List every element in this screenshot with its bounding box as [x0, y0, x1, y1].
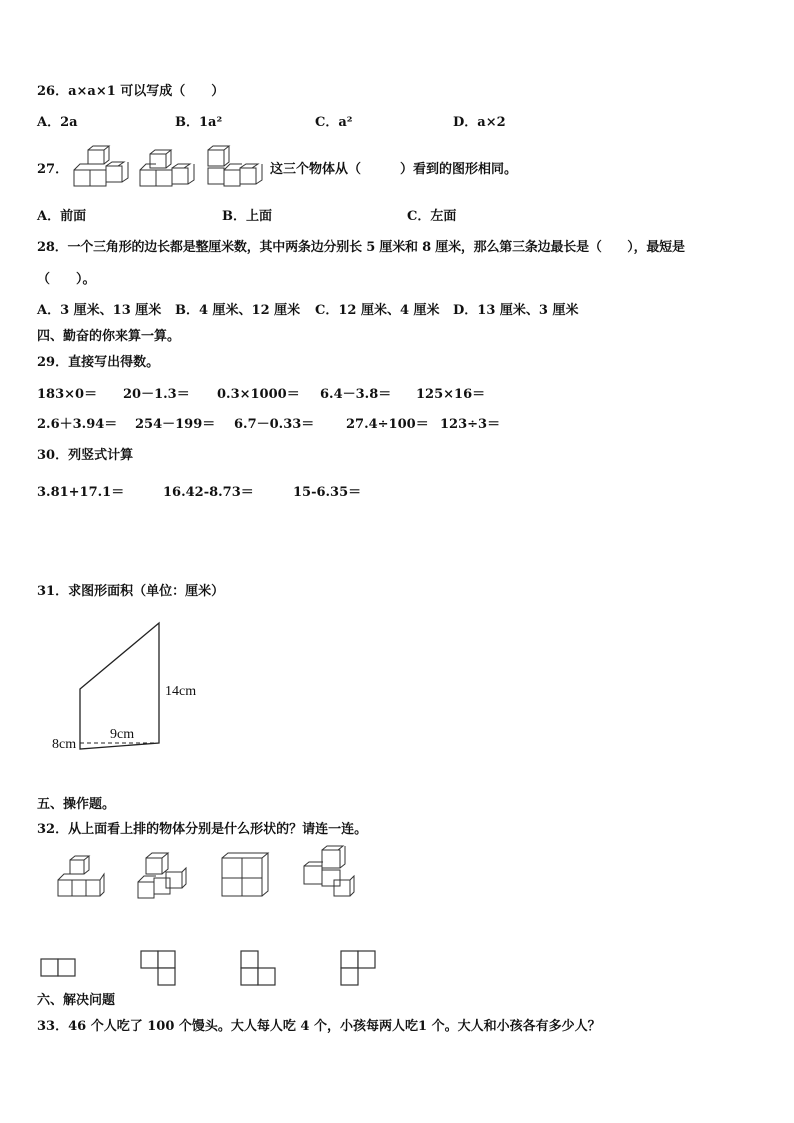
- q27-number: 27．: [37, 162, 69, 177]
- q26-stem: 26．a×a×1 可以写成（ ）: [37, 84, 225, 99]
- q29-r1-c3: 0.3×1000＝: [217, 387, 300, 402]
- q32-object-4: [300, 846, 356, 902]
- section-5-heading: 五、操作题。: [37, 797, 116, 812]
- q29-r1-c2: 20－1.3＝: [123, 387, 190, 402]
- q31-stem: 31．求图形面积（单位：厘米）: [37, 584, 225, 599]
- q32-stem: 32．从上面看上排的物体分别是什么形状的？请连一连。: [37, 822, 368, 837]
- q29-r2-c5: 123÷3＝: [440, 417, 501, 432]
- q27-stem: 这三个物体从（ ）看到的图形相同。: [270, 162, 518, 177]
- q26-option-c: C．a²: [315, 115, 353, 130]
- q26-option-a: A．2a: [37, 115, 78, 130]
- q29-r2-c3: 6.7－0.33＝: [234, 417, 315, 432]
- q32-object-1: [56, 856, 106, 900]
- q26-option-b: B．1a²: [175, 115, 223, 130]
- q32-view-4: [340, 950, 380, 990]
- q32-object-3: [220, 852, 272, 900]
- label-8cm: 8cm: [52, 737, 77, 752]
- q27-option-b: B．上面: [222, 209, 272, 224]
- cube-object-3: [206, 146, 270, 190]
- q29-stem: 29．直接写出得数。: [37, 355, 160, 370]
- q30-item-2: 16.42-8.73＝: [163, 485, 254, 500]
- label-14cm: 14cm: [165, 684, 197, 699]
- q32-view-2: [140, 950, 180, 990]
- q30-item-1: 3.81+17.1＝: [37, 485, 125, 500]
- q32-view-1: [40, 958, 80, 980]
- q30-stem: 30．列竖式计算: [37, 448, 134, 463]
- q28-option-c: C．12 厘米、4 厘米: [315, 303, 440, 318]
- q28-option-a: A．3 厘米、13 厘米: [37, 303, 162, 318]
- q26-option-d: D．a×2: [453, 115, 506, 130]
- q32-object-2: [136, 852, 188, 902]
- q29-r1-c5: 125×16＝: [416, 387, 486, 402]
- cube-object-1: [70, 148, 130, 190]
- section-6-heading: 六、解决问题: [37, 993, 116, 1008]
- q28-stem-line1: 28．一个三角形的边长都是整厘米数，其中两条边分别长 5 厘米和 8 厘米，那么第三条边最长是（ ），最短是: [37, 240, 685, 255]
- cube-object-2: [138, 148, 198, 190]
- q29-r1-c4: 6.4－3.8＝: [320, 387, 392, 402]
- q28-option-b: B．4 厘米、12 厘米: [175, 303, 301, 318]
- section-4-heading: 四、勤奋的你来算一算。: [37, 329, 181, 344]
- q29-r2-c1: 2.6＋3.94＝: [37, 417, 118, 432]
- trapezoid-figure: [40, 615, 220, 760]
- q33-stem: 33．46 个人吃了 100 个馒头。大人每人吃 4 个，小孩每两人吃1 个。大人和小孩各有多少人？: [37, 1019, 601, 1034]
- label-9cm: 9cm: [110, 727, 135, 742]
- q32-view-3: [240, 950, 280, 990]
- q30-item-3: 15-6.35＝: [293, 485, 362, 500]
- q29-r2-c2: 254－199＝: [135, 417, 216, 432]
- q27-option-a: A．前面: [37, 209, 87, 224]
- q28-option-d: D．13 厘米、3 厘米: [453, 303, 579, 318]
- q28-stem-line2: （ ）。: [37, 272, 96, 287]
- q29-r2-c4: 27.4÷100＝: [346, 417, 429, 432]
- q27-option-c: C．左面: [407, 209, 457, 224]
- q29-r1-c1: 183×0＝: [37, 387, 98, 402]
